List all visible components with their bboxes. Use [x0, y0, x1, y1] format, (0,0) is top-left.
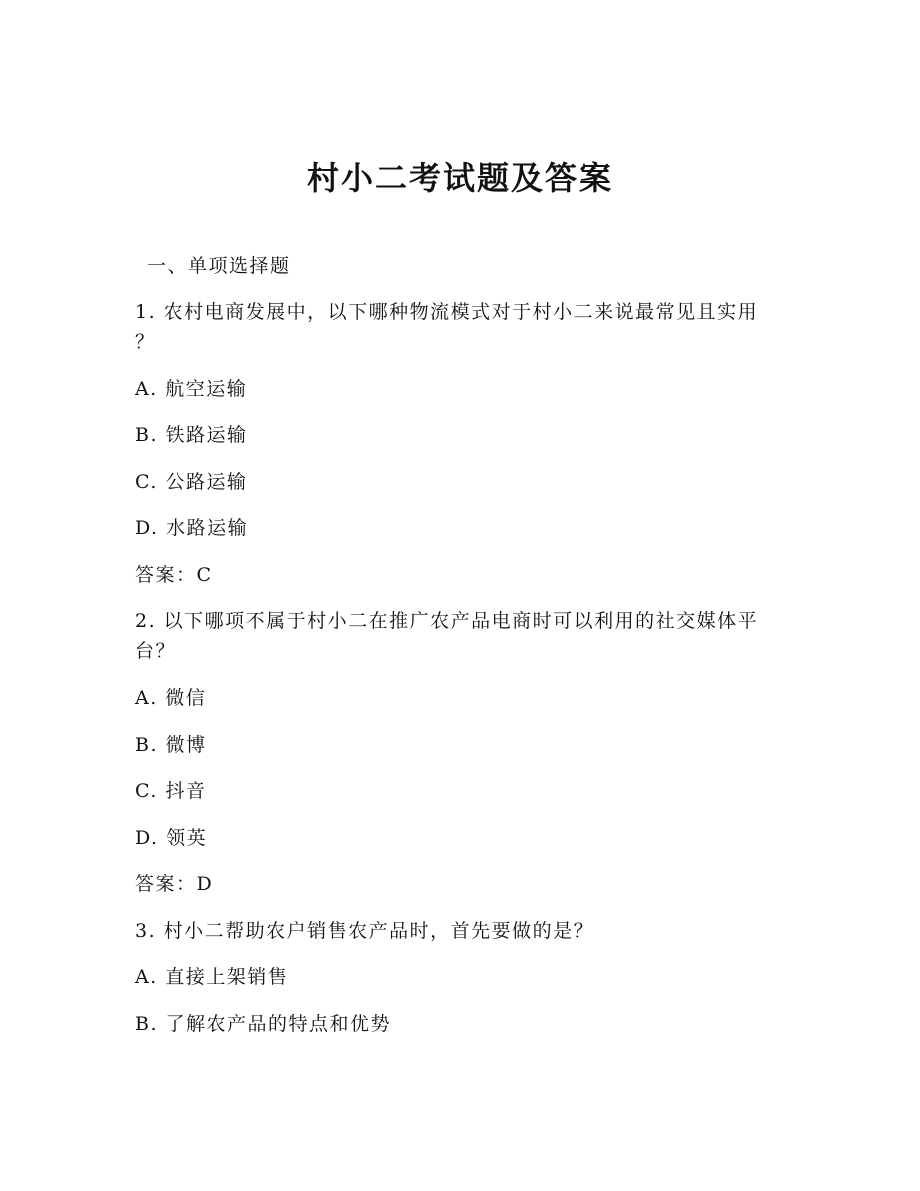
document-title: 村小二考试题及答案: [306, 159, 613, 197]
question-2-option-b: B. 微博: [135, 734, 207, 756]
question-3-stem: 3. 村小二帮助农户销售农产品时，首先要做的是？: [135, 920, 595, 942]
question-3-option-b: B. 了解农产品的特点和优势: [135, 1013, 392, 1035]
question-1-option-d: D. 水路运输: [135, 517, 249, 539]
question-2-option-c: C. 抖音: [135, 780, 207, 802]
question-1-option-c: C. 公路运输: [135, 471, 248, 493]
question-1-option-a: A. 航空运输: [135, 378, 248, 400]
question-1-stem-continued: ？: [135, 331, 156, 353]
question-3-option-a: A. 直接上架销售: [135, 966, 289, 988]
question-2-stem: 2. 以下哪项不属于村小二在推广农产品电商时可以利用的社交媒体平: [135, 610, 759, 632]
section-heading: 一、单项选择题: [147, 255, 291, 277]
question-2-option-d: D. 领英: [135, 827, 208, 849]
question-1-answer: 答案：C: [135, 564, 213, 586]
question-2-stem-continued: 台？: [135, 640, 177, 662]
question-2-answer: 答案：D: [135, 873, 214, 895]
question-2-option-a: A. 微信: [135, 687, 207, 709]
question-1-stem: 1. 农村电商发展中，以下哪种物流模式对于村小二来说最常见且实用: [135, 301, 759, 323]
question-1-option-b: B. 铁路运输: [135, 424, 248, 446]
